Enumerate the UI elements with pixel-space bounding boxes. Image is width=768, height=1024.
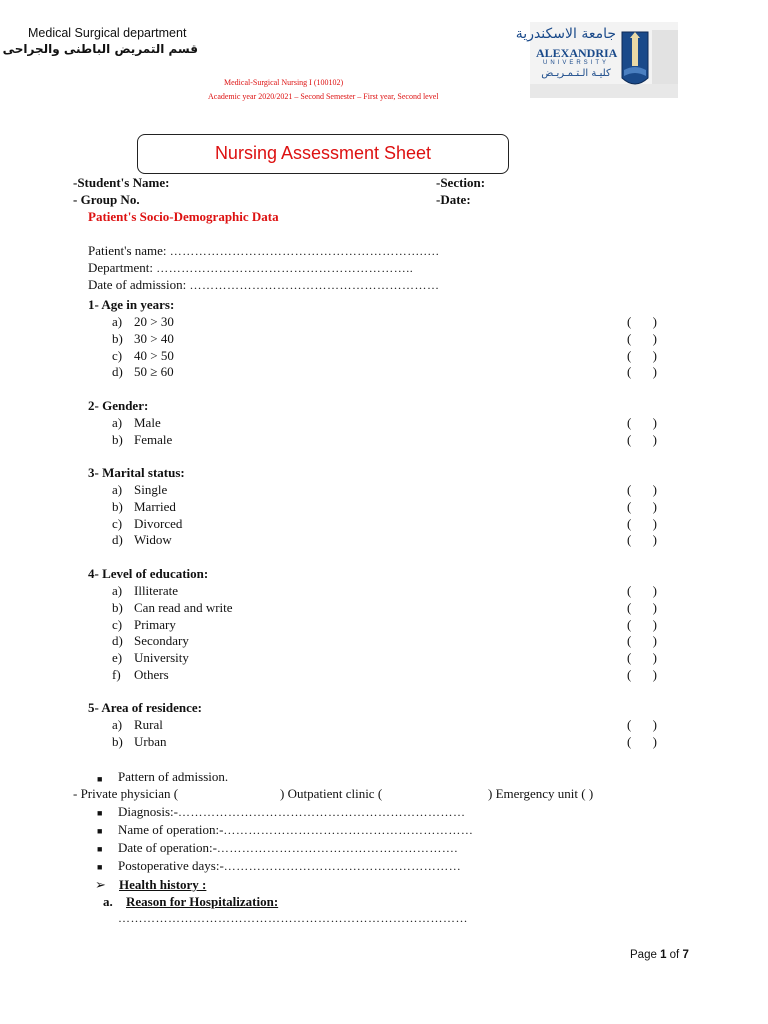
- admission-date-field: [88, 276, 439, 294]
- option-label: Can read and write: [134, 599, 233, 615]
- emergency-unit-option[interactable]: ) Emergency unit ( ): [488, 786, 594, 801]
- clinical-field: [118, 822, 473, 838]
- reason-dots: …………………………………………………………………………: [118, 911, 468, 925]
- checkbox-close: ): [652, 482, 657, 497]
- clinical-field-dots: ………………………………………………….: [216, 841, 458, 855]
- option-label: Female: [134, 431, 173, 447]
- bullet-icon: ■: [97, 844, 103, 854]
- option-label: Urban: [134, 733, 167, 749]
- admission-date-dots: ……………………………………………………: [189, 278, 440, 292]
- option-checkbox[interactable]: [627, 532, 657, 548]
- option-label: Divorced: [134, 515, 183, 531]
- option-letter: b): [112, 733, 123, 749]
- option-label: Widow: [134, 532, 172, 548]
- question-title: 4- Level of education:: [88, 566, 209, 581]
- bullet-icon: ■: [97, 774, 103, 784]
- checkbox-open: (: [627, 733, 632, 749]
- logo-subtitle: UNIVERSITY: [542, 60, 609, 66]
- option-checkbox[interactable]: [627, 633, 657, 649]
- checkbox-close: ): [652, 415, 657, 430]
- option-letter: a): [112, 314, 123, 329]
- checkbox-open: (: [627, 314, 632, 329]
- checkbox-open: (: [627, 515, 632, 531]
- health-history-heading: Health history :: [119, 877, 207, 892]
- date-label: -Date:: [436, 192, 471, 207]
- option-letter: c): [112, 616, 123, 632]
- option-label: Married: [134, 498, 176, 514]
- department-english: Medical Surgical department: [28, 26, 187, 40]
- clinical-field: [118, 840, 458, 856]
- department-field: [88, 259, 413, 277]
- logo-english-name: ALEXANDRIA: [536, 46, 618, 60]
- option-letter: c): [112, 347, 123, 363]
- clinical-field-label: Name of operation:-: [118, 822, 224, 837]
- checkbox-open: (: [627, 482, 632, 497]
- checkbox-open: (: [627, 633, 632, 649]
- option-label: 50 ≥ 60: [134, 364, 174, 380]
- option-label: Male: [134, 415, 161, 430]
- checkbox-close: ): [652, 650, 657, 666]
- outpatient-clinic-option[interactable]: ) Outpatient clinic (: [280, 786, 383, 801]
- clinical-field-label: Diagnosis:-: [118, 804, 178, 819]
- clinical-field: [118, 858, 461, 874]
- private-physician-option[interactable]: - Private physician (: [73, 786, 179, 801]
- clinical-field: [118, 804, 465, 820]
- page-of: of: [666, 949, 683, 961]
- page-current: 1: [660, 949, 667, 961]
- option-checkbox[interactable]: [627, 432, 657, 448]
- academic-year: Academic year 2020/2021 – Second Semester – First year, Second level: [208, 92, 439, 101]
- checkbox-close: ): [652, 515, 657, 531]
- option-label: Primary: [134, 616, 176, 632]
- checkbox-close: ): [652, 314, 657, 329]
- option-checkbox[interactable]: [627, 717, 657, 733]
- logo-arabic-name: جامعة الاسكندرية: [515, 26, 616, 42]
- page-number: [630, 949, 689, 961]
- option-label: Illiterate: [134, 583, 179, 598]
- department-label: Department:: [88, 260, 157, 275]
- option-letter: d): [112, 532, 123, 548]
- checkbox-open: (: [627, 650, 632, 666]
- checkbox-close: ): [652, 347, 657, 363]
- course-title: Medical-Surgical Nursing I (100102): [224, 78, 344, 87]
- option-letter: f): [112, 667, 121, 682]
- checkbox-close: ): [652, 498, 657, 514]
- checkbox-open: (: [627, 415, 632, 430]
- option-checkbox[interactable]: [627, 415, 657, 431]
- option-checkbox[interactable]: [627, 314, 657, 330]
- clinical-field-dots: ……………………………………………………: [223, 823, 474, 837]
- section-label: -Section:: [436, 175, 486, 190]
- option-letter: c): [112, 515, 123, 531]
- bullet-icon: ■: [97, 862, 103, 872]
- checkbox-close: ): [652, 717, 657, 732]
- option-label: University: [134, 650, 189, 666]
- clinical-field-label: Postoperative days:-: [118, 858, 224, 873]
- reason-heading: Reason for Hospitalization:: [126, 894, 279, 909]
- checkbox-open: (: [627, 667, 632, 682]
- department-arabic: قسم التمريض الباطنى والجراحى: [2, 42, 198, 56]
- checkbox-open: (: [627, 583, 632, 598]
- option-letter: d): [112, 633, 123, 649]
- university-logo: [515, 22, 678, 98]
- page-prefix: Page: [630, 949, 661, 961]
- question-title: 3- Marital status:: [88, 465, 185, 480]
- option-letter: a): [112, 717, 123, 732]
- checkbox-open: (: [627, 330, 632, 346]
- question-title: 5- Area of residence:: [88, 700, 202, 715]
- option-letter: b): [112, 431, 123, 447]
- option-checkbox[interactable]: [627, 650, 657, 666]
- option-letter: a): [112, 482, 123, 497]
- clinical-field-dots: ……………………………………………………………: [177, 805, 466, 819]
- checkbox-close: ): [652, 633, 657, 649]
- checkbox-open: (: [627, 616, 632, 632]
- checkbox-close: ): [652, 616, 657, 632]
- question-title: 2- Gender:: [88, 398, 149, 413]
- option-checkbox[interactable]: [627, 583, 657, 599]
- option-label: Rural: [134, 717, 163, 732]
- clinical-field-dots: …………………………………………………: [223, 859, 462, 873]
- option-letter: a): [112, 583, 123, 598]
- option-checkbox[interactable]: [627, 482, 657, 498]
- option-letter: b): [112, 330, 123, 346]
- option-label: Others: [134, 667, 169, 682]
- checkbox-close: ): [652, 532, 657, 548]
- option-letter: a): [112, 415, 123, 430]
- checkbox-close: ): [652, 431, 657, 447]
- checkbox-open: (: [627, 717, 632, 732]
- checkbox-open: (: [627, 431, 632, 447]
- patient-name-label: Patient's name:: [88, 243, 170, 258]
- option-letter: b): [112, 498, 123, 514]
- patient-name-field: [88, 242, 439, 260]
- bullet-icon: ■: [97, 808, 103, 818]
- option-checkbox[interactable]: [627, 364, 657, 380]
- option-checkbox[interactable]: [627, 734, 657, 750]
- checkbox-open: (: [627, 599, 632, 615]
- admission-date-label: Date of admission:: [88, 277, 190, 292]
- option-checkbox[interactable]: [627, 499, 657, 515]
- option-letter: e): [112, 650, 123, 666]
- option-checkbox[interactable]: [627, 600, 657, 616]
- checkbox-close: ): [652, 599, 657, 615]
- clinical-field-label: Date of operation:-: [118, 840, 217, 855]
- option-label: Secondary: [134, 633, 189, 649]
- checkbox-open: (: [627, 364, 632, 380]
- page-title: Nursing Assessment Sheet: [214, 143, 432, 163]
- group-label: - Group No.: [73, 192, 140, 207]
- checkbox-close: ): [652, 667, 657, 682]
- page-total: 7: [682, 949, 689, 961]
- option-label: 20 > 30: [134, 314, 174, 329]
- socio-heading: Patient's Socio-Demographic Data: [88, 209, 279, 224]
- student-name-label: -Student's Name:: [73, 175, 170, 190]
- checkbox-close: ): [652, 364, 657, 380]
- checkbox-open: (: [627, 532, 632, 548]
- option-checkbox[interactable]: [627, 667, 657, 683]
- department-dots: ……………………………………………………..: [156, 261, 414, 275]
- question-title: 1- Age in years:: [88, 297, 175, 312]
- arrow-icon: ➢: [95, 877, 106, 892]
- checkbox-close: ): [652, 583, 657, 598]
- option-checkbox[interactable]: [627, 348, 657, 364]
- option-letter: d): [112, 364, 123, 380]
- option-checkbox[interactable]: [627, 617, 657, 633]
- option-label: 30 > 40: [134, 330, 174, 346]
- option-checkbox[interactable]: [627, 331, 657, 347]
- option-label: Single: [134, 482, 168, 497]
- bullet-icon: ■: [97, 826, 103, 836]
- logo-faculty: كليـة الـتـمـريـض: [541, 68, 611, 79]
- checkbox-close: ): [652, 733, 657, 749]
- checkbox-open: (: [627, 498, 632, 514]
- checkbox-close: ): [652, 330, 657, 346]
- checkbox-open: (: [627, 347, 632, 363]
- reason-letter: a.: [103, 894, 113, 909]
- admission-pattern-label: Pattern of admission.: [118, 769, 229, 784]
- option-letter: b): [112, 599, 123, 615]
- option-checkbox[interactable]: [627, 516, 657, 532]
- option-label: 40 > 50: [134, 347, 174, 363]
- patient-name-dots: …………………………………………………….….: [169, 244, 440, 258]
